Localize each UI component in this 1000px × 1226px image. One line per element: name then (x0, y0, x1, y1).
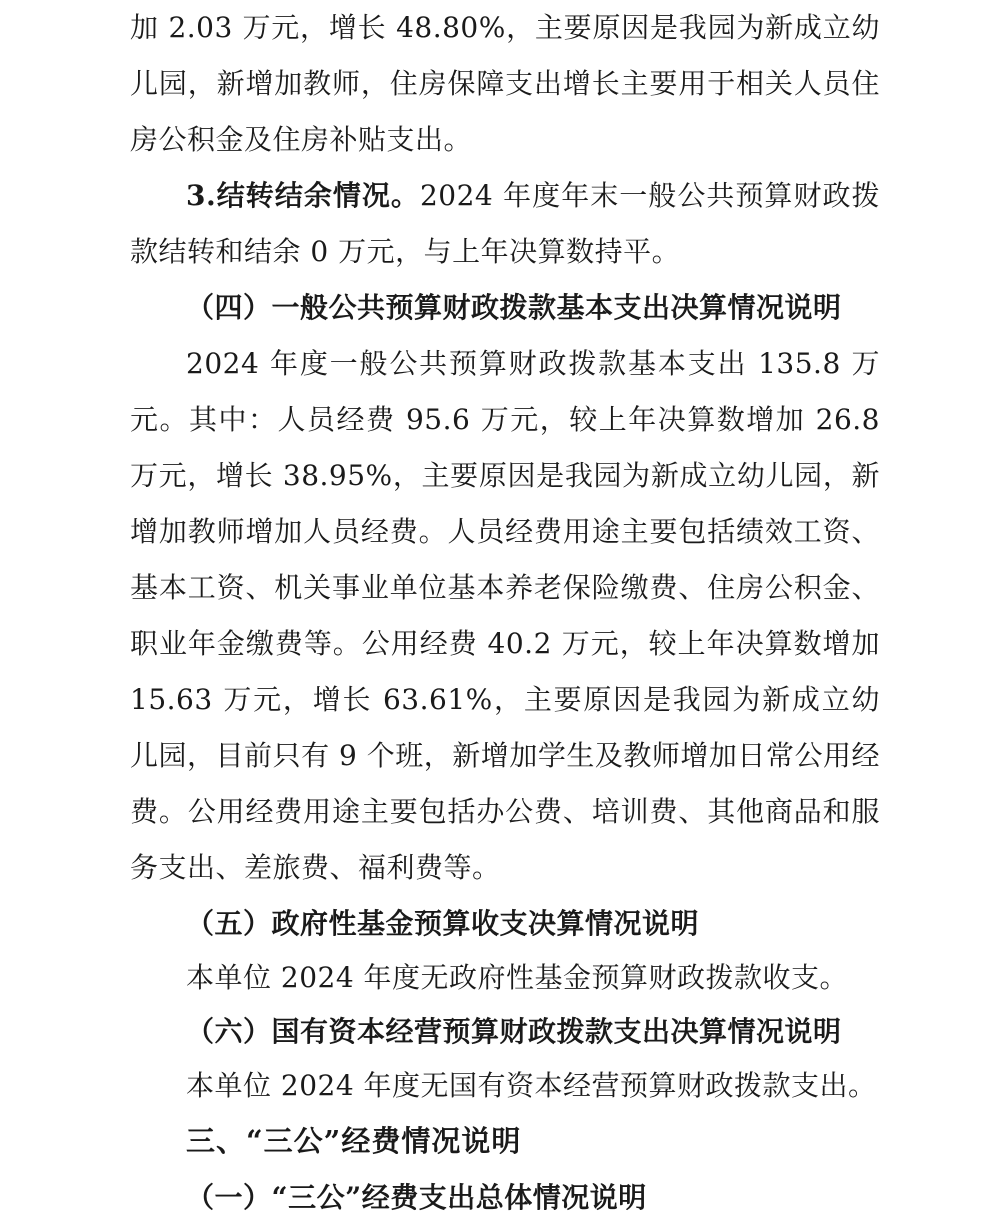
paragraph-housing-subsidy: 加 2.03 万元，增长 48.80%，主要原因是我园为新成立幼儿园，新增加教师，住房保障支出增长主要用于相关人员住房公积金及住房补贴支出。 (130, 11, 880, 156)
section-heading-three-public-expenses: 三、“三公”经费情况说明 (186, 1124, 522, 1158)
heading-government-fund-budget: （五）政府性基金预算收支决算情况说明 (186, 907, 700, 940)
paragraph-government-fund-budget: 本单位 2024 年度无政府性基金预算财政拨款收支。 (186, 961, 849, 994)
paragraph-carryover-balance (130, 168, 880, 280)
heading-basic-expenditure: （四）一般公共预算财政拨款基本支出决算情况说明 (186, 291, 842, 324)
heading-three-public-overall: （一）“三公”经费支出总体情况说明 (186, 1181, 647, 1214)
heading-state-capital-operation: （六）国有资本经营预算财政拨款支出决算情况说明 (186, 1015, 842, 1048)
paragraph-lead-label: 3.结转结余情况。 (186, 179, 420, 212)
paragraph-state-capital-operation: 本单位 2024 年度无国有资本经营预算财政拨款支出。 (186, 1069, 877, 1102)
paragraph-basic-expenditure-detail: 2024 年度一般公共预算财政拨款基本支出 135.8 万元。其中：人员经费 95.6 万元，较上年决算数增加 26.8 万元，增长 38.95%，主要原因是我园为新成立幼儿园，新增加教师增加人员经费。人员经费用途主要包括绩效工资、基本工资、机关事业单位基本养老保险缴费、住房公积金、职业年金缴费等。公用经费 40.2 万元，较上年决算数增加 15.63 万元，增长 63.61%，主要原因是我园为新成立幼儿园，目前只有 9 个班，新增加学生及教师增加日常公用经费。公用经费用途主要包括办公费、培训费、其他商品和服务支出、差旅费、福利费等。 (130, 347, 880, 884)
paragraph-body-text: 2024 年度年末一般公共预算财政拨款结转和结余 0 万元，与上年决算数持平。 (130, 179, 880, 268)
